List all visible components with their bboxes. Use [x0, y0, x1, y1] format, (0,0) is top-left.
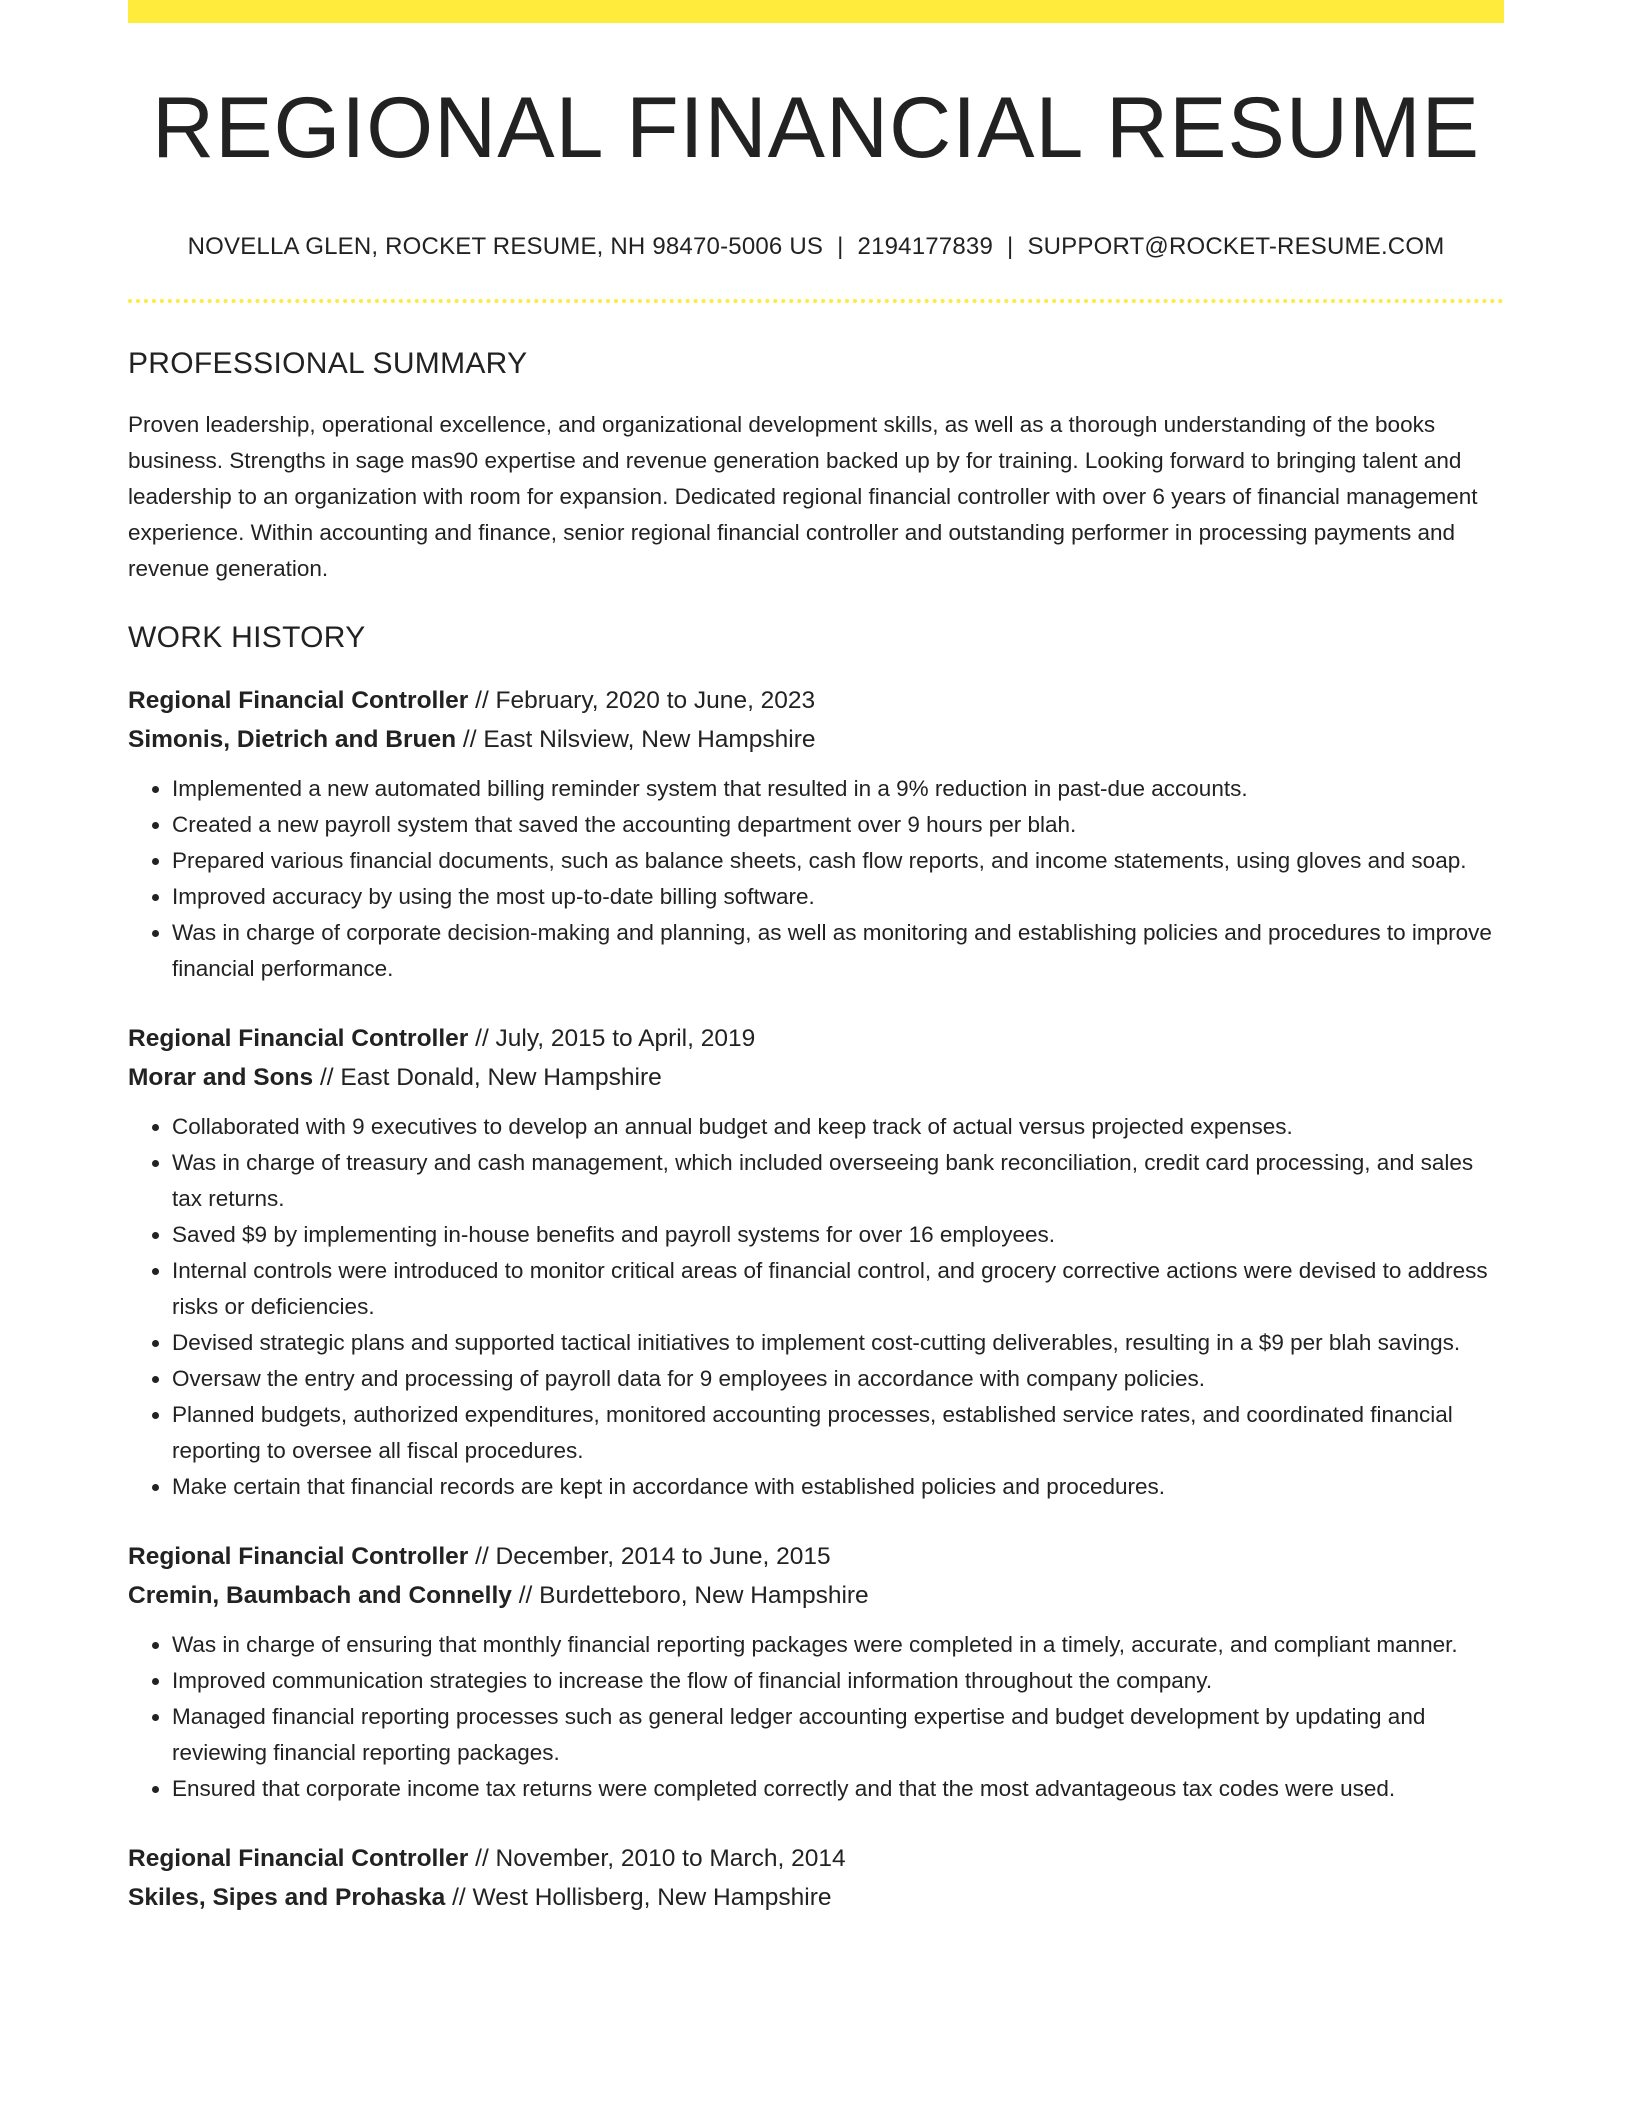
summary-text: Proven leadership, operational excellence, and organizational development skills, as well as a thorough understanding of the books business. Strengths in sage mas90 expertise and revenue generation backed up by for training. Looking forward to bringing talent and leadership to an organization with room for expansion. Dedicated regional financial controller with over 6 years of financial management experience. Within accounting and finance, senior regional financial controller and outstanding performer in processing payments and revenue generation. [128, 412, 1478, 581]
job-dates: // November, 2010 to March, 2014 [468, 1845, 846, 1872]
resume-page [128, 0, 1504, 1917]
job-bullet: • Improved accuracy by using the most up-to-date billing software. [172, 879, 1504, 915]
job-bullet: • Created a new payroll system that saved the accounting department over 9 hours per blah. [172, 807, 1504, 843]
contact-separator: | [837, 233, 844, 260]
job-company: Morar and Sons [128, 1064, 314, 1091]
job-entry [128, 1537, 1504, 1807]
job-bullet: • Was in charge of treasury and cash management, which included overseeing bank reconciliation, credit card processing, and sales tax returns. [172, 1145, 1504, 1217]
contact-address: NOVELLA GLEN, ROCKET RESUME, NH 98470-5006 US [187, 233, 824, 260]
job-company-line [128, 1878, 1504, 1917]
accent-top-bar [128, 0, 1504, 23]
job-title: Regional Financial Controller [128, 1845, 469, 1872]
resume-title: REGIONAL FINANCIAL RESUME [152, 80, 1480, 176]
job-company-line [128, 1058, 1504, 1097]
job-title-line [128, 1019, 1504, 1058]
job-dates: // February, 2020 to June, 2023 [468, 687, 816, 714]
job-entry [128, 1839, 1504, 1917]
job-entry [128, 1019, 1504, 1505]
job-bullet: • Saved $9 by implementing in-house benefits and payroll systems for over 16 employees. [172, 1217, 1504, 1253]
job-location: // West Hollisberg, New Hampshire [445, 1884, 832, 1911]
job-entry [128, 681, 1504, 987]
job-bullet: • Devised strategic plans and supported tactical initiatives to implement cost-cutting deliverables, resulting in a $9 per blah savings. [172, 1325, 1504, 1361]
contact-phone[interactable]: 2194177839 [857, 233, 993, 260]
job-company-line [128, 1576, 1504, 1615]
contact-email[interactable]: SUPPORT@ROCKET-RESUME.COM [1027, 233, 1445, 260]
job-bullet: • Ensured that corporate income tax returns were completed correctly and that the most advantageous tax codes were used. [172, 1771, 1504, 1807]
job-bullet: • Make certain that financial records are kept in accordance with established policies and procedures. [172, 1469, 1504, 1505]
job-bullet: • Planned budgets, authorized expenditures, monitored accounting processes, established service rates, and coordinated financial reporting to oversee all fiscal procedures. [172, 1397, 1504, 1469]
job-company: Skiles, Sipes and Prohaska [128, 1884, 446, 1911]
job-location: // Burdetteboro, New Hampshire [511, 1582, 869, 1609]
job-location: // East Donald, New Hampshire [313, 1064, 662, 1091]
job-bullet: • Internal controls were introduced to monitor critical areas of financial control, and grocery corrective actions were devised to address risks or deficiencies. [172, 1253, 1504, 1325]
job-bullet: • Prepared various financial documents, such as balance sheets, cash flow reports, and income statements, using gloves and soap. [172, 843, 1504, 879]
job-company: Simonis, Dietrich and Bruen [128, 726, 457, 753]
job-dates: // July, 2015 to April, 2019 [468, 1025, 756, 1052]
job-bullet: • Improved communication strategies to increase the flow of financial information throughout the company. [172, 1663, 1504, 1699]
job-company-line [128, 720, 1504, 759]
job-bullet-list [128, 1109, 1504, 1505]
job-title: Regional Financial Controller [128, 1543, 469, 1570]
work-history-list [128, 681, 1504, 1917]
contact-line [128, 233, 1504, 261]
job-title-line [128, 1839, 1504, 1878]
dotted-divider [128, 299, 1504, 303]
work-history-heading: WORK HISTORY [128, 621, 366, 654]
job-bullet-list [128, 1627, 1504, 1807]
job-bullet: • Collaborated with 9 executives to develop an annual budget and keep track of actual versus projected expenses. [172, 1109, 1504, 1145]
job-bullet: • Was in charge of corporate decision-making and planning, as well as monitoring and establishing policies and procedures to improve financial performance. [172, 915, 1504, 987]
job-bullet: • Was in charge of ensuring that monthly financial reporting packages were completed in a timely, accurate, and compliant manner. [172, 1627, 1504, 1663]
summary-heading: PROFESSIONAL SUMMARY [128, 347, 528, 380]
job-location: // East Nilsview, New Hampshire [456, 726, 816, 753]
job-dates: // December, 2014 to June, 2015 [468, 1543, 831, 1570]
job-bullet: • Managed financial reporting processes such as general ledger accounting expertise and budget development by updating and reviewing financial reporting packages. [172, 1699, 1504, 1771]
job-company: Cremin, Baumbach and Connelly [128, 1582, 512, 1609]
job-bullet: • Implemented a new automated billing reminder system that resulted in a 9% reduction in past-due accounts. [172, 771, 1504, 807]
job-title-line [128, 1537, 1504, 1576]
contact-separator: | [1007, 233, 1014, 260]
job-bullet-list [128, 771, 1504, 987]
job-title: Regional Financial Controller [128, 1025, 469, 1052]
job-title: Regional Financial Controller [128, 687, 469, 714]
job-title-line [128, 681, 1504, 720]
job-bullet: • Oversaw the entry and processing of payroll data for 9 employees in accordance with company policies. [172, 1361, 1504, 1397]
